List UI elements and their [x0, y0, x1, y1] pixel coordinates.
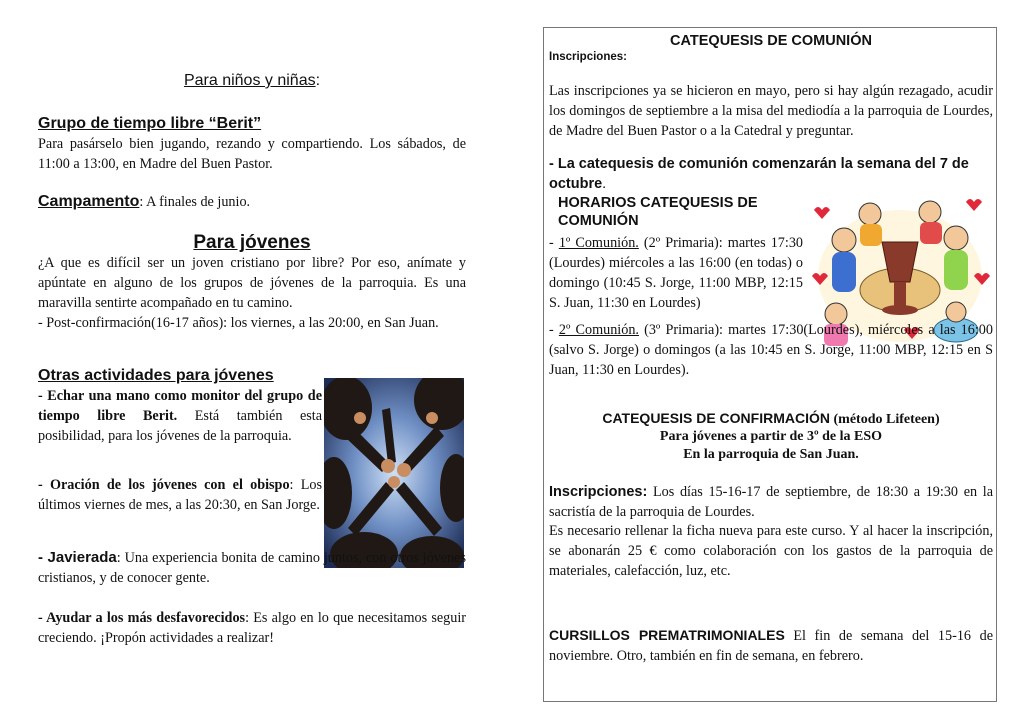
start-date: - La catequesis de comunión comenzarán la semana del 7 de octubre.	[549, 156, 969, 192]
confirmation-inscriptions: Inscripciones: Los días 15-16-17 de septiembre, de 18:30 a 19:30 en la sacristía de la parroquia de Lourdes.	[549, 484, 993, 520]
other-heading: Otras actividades para jóvenes	[38, 367, 274, 384]
post-confirmation: - Post-confirmación(16-17 años): los viernes, a las 20:00, en San Juan.	[38, 315, 439, 331]
kids-heading: Para niños y niñas:	[183, 72, 321, 89]
confirmation-fee: Es necesario rellenar la ficha nueva para este curso. Y al hacer la inscripción, se abonarán 25 € como colaboración con los gastos de la parroquia de materiales, calefacción, luz, etc.	[549, 523, 993, 579]
cursillos: CURSILLOS PREMATRIMONIALES El fin de semana del 15-16 de noviembre. Otro, también en fin de semana, en febrero.	[549, 627, 993, 664]
communion-title: CATEQUESIS DE COMUNIÓN	[670, 33, 872, 49]
confirmation-line1: Para jóvenes a partir de 3º de la ESO	[659, 429, 883, 444]
youth-text: ¿A que es difícil ser un joven cristiano por libre? Por eso, anímate y apúntate en alguno de los grupos de jóvenes de la parroquia. Es una maravilla sentirte acompañado en tu camino.	[38, 255, 466, 311]
berit-title: Grupo de tiempo libre “Berit”	[38, 115, 262, 132]
help-item: - Ayudar a los más desfavorecidos: Es algo en lo que necesitamos seguir creciendo. ¡Propón actividades a realizar!	[38, 610, 466, 646]
youth-heading: Para jóvenes	[193, 232, 311, 253]
confirmation-line2: En la parroquia de San Juan.	[683, 447, 859, 462]
youth-photo	[324, 378, 464, 568]
prayer-item: - Oración de los jóvenes con el obispo: Los últimos viernes de mes, a las 20:30, en San Jorge.	[38, 477, 322, 513]
camp-line: Campamento: A finales de junio.	[38, 193, 251, 210]
right-panel	[543, 27, 997, 702]
first-communion: - 1º Comunión. (2º Primaria): martes 17:30 (Lourdes) miércoles a las 16:00 (en todas) o domingo (10:45 S. Jorge, 11:00 MBP, 12:15 S. Juan, 11:30 en Lourdes)	[549, 235, 804, 311]
inscriptions-label: Inscripciones:	[549, 51, 627, 63]
inscriptions-text: Las inscripciones ya se hicieron en mayo, pero si hay algún rezagado, acudir los domingos de septiembre a la misa del mediodía a la parroquia de Lourdes, de Madre del Buen Pastor o a la Catedral y preguntar.	[549, 83, 993, 139]
hands-circle-image	[324, 378, 464, 568]
second-communion: - 2º Comunión. (3º Primaria): martes 17:30(Lourdes), miércoles a las 16:00 (salvo S. Jorge) o domingos (a las 10:45 en S. Jorge, 11:00 MBP, 12:15 en S Juan, 11:30 en Lourdes).	[549, 322, 993, 378]
schedule-title: HORARIOS CATEQUESIS DE COMUNIÓN	[558, 195, 758, 229]
left-column	[38, 0, 466, 724]
monitor-item: - Echar una mano como monitor del grupo de tiempo libre Berit. Está también esta posibilidad, para los jóvenes de la parroquia.	[38, 388, 322, 444]
confirmation-title: CATEQUESIS DE CONFIRMACIÓN (método Lifeteen)	[602, 410, 940, 427]
berit-text: Para pasárselo bien jugando, rezando y compartiendo. Los sábados, de 11:00 a 13:00, en Madre del Buen Pastor.	[38, 136, 466, 172]
camp-label: Campamento	[38, 193, 140, 210]
javierada-item: - Javierada: Una experiencia bonita de camino juntos, con otros jóvenes cristianos, y de conocer gente.	[38, 549, 467, 586]
